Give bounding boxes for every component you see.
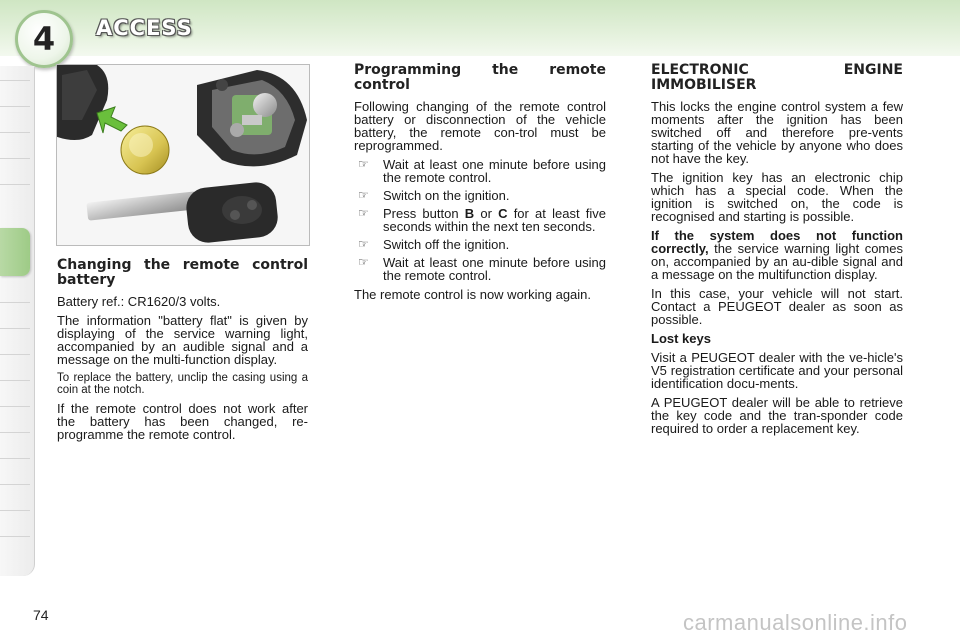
column-programming: [354, 63, 606, 307]
chapter-tab-divider: [0, 132, 30, 133]
chapter-tab-divider: [0, 510, 30, 511]
chapter-number-badge: 4: [15, 10, 73, 68]
column-battery: [57, 258, 308, 447]
replace-battery-note: To replace the battery, unclip the casing using a coin at the notch.: [57, 372, 308, 396]
heading-programming-remote: Programming the remote control: [354, 62, 606, 93]
button-b-label: B: [464, 206, 475, 221]
battery-flat-info: The information "battery flat" is given by displaying of the service warning light, accompanied by an audible signal and a message on the multi-function display.: [57, 313, 308, 367]
reprogram-if-not-working: If the remote control does not work after the battery has been changed, re-programme the remote control.: [57, 401, 308, 442]
remote-key-battery-icon: [57, 65, 309, 245]
chapter-tab-divider: [0, 432, 30, 433]
section-title: ACCESS: [96, 16, 193, 40]
watermark: carmanualsonline.info: [683, 610, 908, 635]
immobiliser-p4: In this case, your vehicle will not start. Contact a PEUGEOT dealer as soon as possible.: [651, 286, 903, 327]
chapter-tab-divider: [0, 80, 30, 81]
programming-steps: [354, 158, 606, 282]
pointing-hand-icon: ☞: [358, 206, 369, 220]
heading-immobiliser: ELECTRONIC ENGINE IMMOBILISER: [651, 62, 903, 93]
remote-key-battery-illustration: [56, 64, 310, 246]
chapter-tab-divider: [0, 106, 30, 107]
immobiliser-p1: This locks the engine control system a few moments after the ignition has been switched off and therefore pre-vents starting of the vehicle by anyone who does not have the key.: [651, 99, 903, 166]
button-c-label: C: [498, 206, 508, 221]
chapter-tab-divider: [0, 328, 30, 329]
chapter-tab-divider: [0, 158, 30, 159]
lost-keys-p2: A PEUGEOT dealer will be able to retrieve the key code and the tran-sponder code required to order a replacement key.: [651, 395, 903, 436]
pointing-hand-icon: ☞: [358, 237, 369, 251]
chapter-tab-divider: [0, 458, 30, 459]
list-item: ☞ Wait at least one minute before using the remote control.: [358, 255, 606, 283]
pointing-hand-icon: ☞: [358, 188, 369, 202]
chapter-tab-divider: [0, 354, 30, 355]
page-number: 74: [33, 607, 49, 623]
pointing-hand-icon: ☞: [358, 255, 369, 269]
immobiliser-p2: The ignition key has an electronic chip which has a special code. When the ignition is switched on, the code is recognised and starting is possible.: [651, 170, 903, 224]
chapter-tabs: [0, 66, 35, 576]
chapter-tab-active[interactable]: [0, 228, 30, 276]
chapter-tab-divider: [0, 484, 30, 485]
chapter-tab-divider: [0, 184, 30, 185]
chapter-tab-divider: [0, 302, 30, 303]
list-item: ☞ Switch on the ignition.: [358, 188, 510, 203]
heading-changing-battery: Changing the remote control battery: [57, 257, 308, 288]
pointing-hand-icon: ☞: [358, 157, 369, 171]
chapter-tab-divider: [0, 380, 30, 381]
chapter-tab-divider: [0, 406, 30, 407]
battery-reference: Battery ref.: CR1620/3 volts.: [57, 294, 221, 309]
list-item: ☞ Switch off the ignition.: [358, 237, 510, 252]
chapter-tab-divider: [0, 536, 30, 537]
programming-intro: Following changing of the remote control battery or disconnection of the vehicle battery, the remote con-trol must be reprogrammed.: [354, 99, 606, 153]
heading-lost-keys: Lost keys: [651, 331, 711, 346]
list-item: ☞ Wait at least one minute before using the remote control.: [358, 157, 606, 185]
immobiliser-p3: If the system does not function correctly, the service warning light comes on, accompanied by an au-dible signal and a message on the multifunction display.: [651, 228, 903, 282]
column-immobiliser: [651, 63, 903, 441]
list-item: ☞ Press button B or C for at least five seconds within the next ten seconds.: [358, 206, 606, 234]
lost-keys-p1: Visit a PEUGEOT dealer with the ve-hicle's V5 registration certificate and your personal identification docu-ments.: [651, 350, 903, 391]
programming-outro: The remote control is now working again.: [354, 287, 592, 302]
